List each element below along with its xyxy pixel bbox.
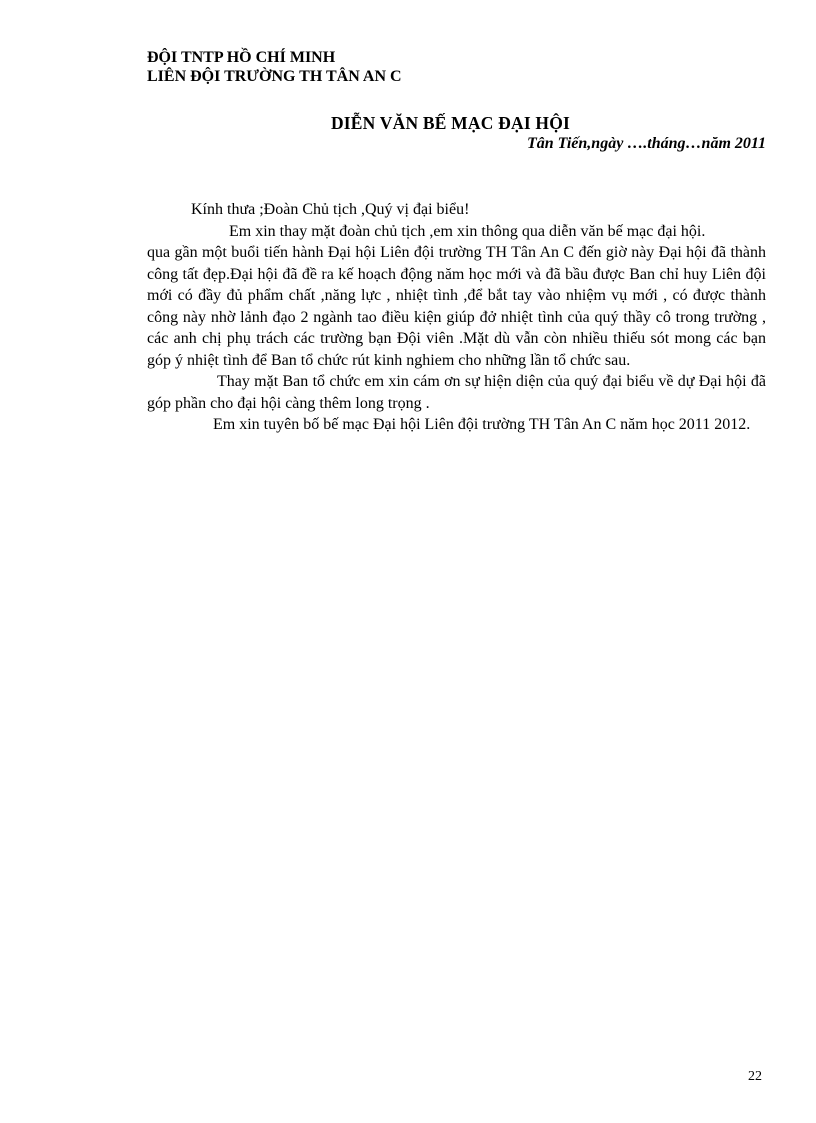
document-body [147,199,766,436]
document-title: DIỄN VĂN BẾ MẠC ĐẠI HỘI [330,113,571,133]
organization-line-1: ĐỘI TNTP HỒ CHÍ MINH [147,49,336,66]
paragraph-opening: Em xin thay mặt đoàn chủ tịch ,em xin thông qua diễn văn bế mạc đại hội. [229,222,706,240]
paragraph-closing: Em xin tuyên bố bế mạc Đại hội Liên đội trường TH Tân An C năm học 2011 2012. [213,416,751,433]
organization-line-2: LIÊN ĐỘI TRƯỜNG TH TÂN AN C [147,68,402,85]
paragraph-thanks: Thay mặt Ban tổ chức em xin cám ơn sự hiện diện của quý đại biểu về dự Đại hội đã góp phần cho đại hội càng thêm long trọng . [147,373,766,412]
greeting: Kính thưa ;Đoàn Chủ tịch ,Quý vị đại biểu! [191,201,470,218]
place-date-line: Tân Tiến,ngày ….tháng…năm 2011 [527,135,766,152]
page-number: 22 [748,1069,762,1084]
paragraph-summary: qua gần một buổi tiến hành Đại hội Liên đội trường TH Tân An C đến giờ này Đại hội đã thành công tất đẹp.Đại hội đã đề ra kế hoạch động năm học mới và đã bầu được Ban chỉ huy Liên đội mới có đầy đủ phẩm chất ,năng lực , nhiệt tình ,để bắt tay vào nhiệm vụ mới , có được thành công này nhờ lảnh đạo 2 ngành tao điều kiện giúp đở nhiệt tình của quý thầy cô trong trường , các anh chị phụ trách các trường bạn Đội viên .Mặt dù vẫn còn nhiều thiếu sót mong các bạn góp ý nhiệt tình để Ban tổ chức rút kinh nghiem cho những lần tổ chức sau. [147,244,766,369]
organization-header [147,48,402,86]
